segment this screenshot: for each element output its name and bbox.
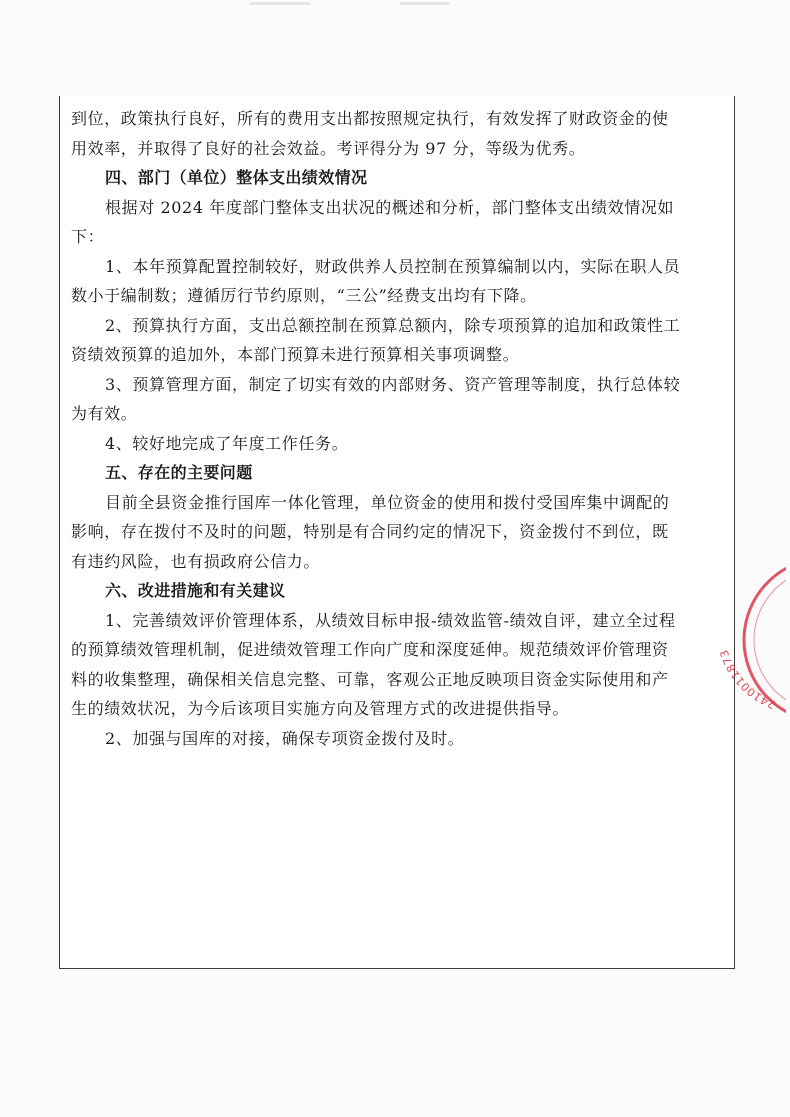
list-item-2 [71, 311, 731, 370]
list-item-4 [71, 429, 731, 459]
text-line: 料的收集整理，确保相关信息完整、可靠，客观公正地反映项目资金实际使用和产 [71, 669, 669, 689]
list-item-3 [71, 370, 731, 429]
text-line: 2、预算执行方面，支出总额控制在预算总额内，除专项预算的追加和政策性工 [105, 315, 681, 335]
text-line: 为有效。 [71, 404, 138, 423]
text-line: 用效率，并取得了良好的社会效益。考评得分为 97 分，等级为优秀。 [71, 138, 586, 158]
text-line: 到位，政策执行良好，所有的费用支出都按照规定执行，有效发挥了财政资金的使 [71, 109, 669, 128]
text-line: 下： [71, 227, 105, 246]
seal-number: 2410011873 [717, 647, 778, 712]
document-body [71, 104, 731, 753]
scan-artifact [400, 2, 450, 5]
text-line: 有违约风险，也有损政府公信力。 [71, 551, 321, 571]
paragraph-intro [71, 193, 731, 252]
suggestion-1 [71, 606, 731, 724]
official-seal-partial [706, 552, 786, 722]
text-line: 资绩效预算的追加外，本部门预算未进行预算相关事项调整。 [71, 345, 520, 364]
text-line: 目前全县资金推行国库一体化管理，单位资金的使用和拨付受国库集中调配的 [105, 492, 670, 512]
scan-artifact [250, 2, 310, 5]
paragraph-problems [71, 488, 731, 577]
text-line: 1、本年预算配置控制较好，财政供养人员控制在预算编制以内，实际在职人员 [105, 256, 681, 276]
text-line: 的预算绩效管理机制，促进绩效管理工作向广度和深度延伸。规范绩效评价管理资 [71, 640, 669, 659]
text-line: 1、完善绩效评价管理体系，从绩效目标申报-绩效监管-绩效自评，建立全过程 [105, 610, 676, 630]
paragraph-continued [71, 104, 731, 163]
seal-graphic [706, 552, 786, 722]
text-line: 4、较好地完成了年度工作任务。 [105, 433, 349, 453]
list-item-1 [71, 252, 731, 311]
text-line: 3、预算管理方面，制定了切实有效的内部财务、资产管理等制度，执行总体较 [105, 374, 681, 394]
section-heading-4: 四、部门（单位）整体支出绩效情况 [105, 168, 368, 187]
section-heading-5: 五、存在的主要问题 [105, 463, 253, 482]
text-line: 根据对 2024 年度部门整体支出状况的概述和分析，部门整体支出绩效情况如 [105, 197, 675, 217]
text-line: 生的绩效状况，为今后该项目实施方向及管理方式的改进提供指导。 [71, 699, 570, 718]
text-line: 数小于编制数；遵循厉行节约原则，“三公”经费支出均有下降。 [71, 286, 537, 305]
suggestion-2 [71, 724, 731, 754]
text-line: 2、加强与国库的对接，确保专项资金拨付及时。 [105, 728, 465, 748]
section-heading-6: 六、改进措施和有关建议 [105, 581, 286, 600]
text-line: 影响，存在拨付不及时的问题，特别是有合同约定的情况下，资金拨付不到位，既 [71, 522, 669, 541]
